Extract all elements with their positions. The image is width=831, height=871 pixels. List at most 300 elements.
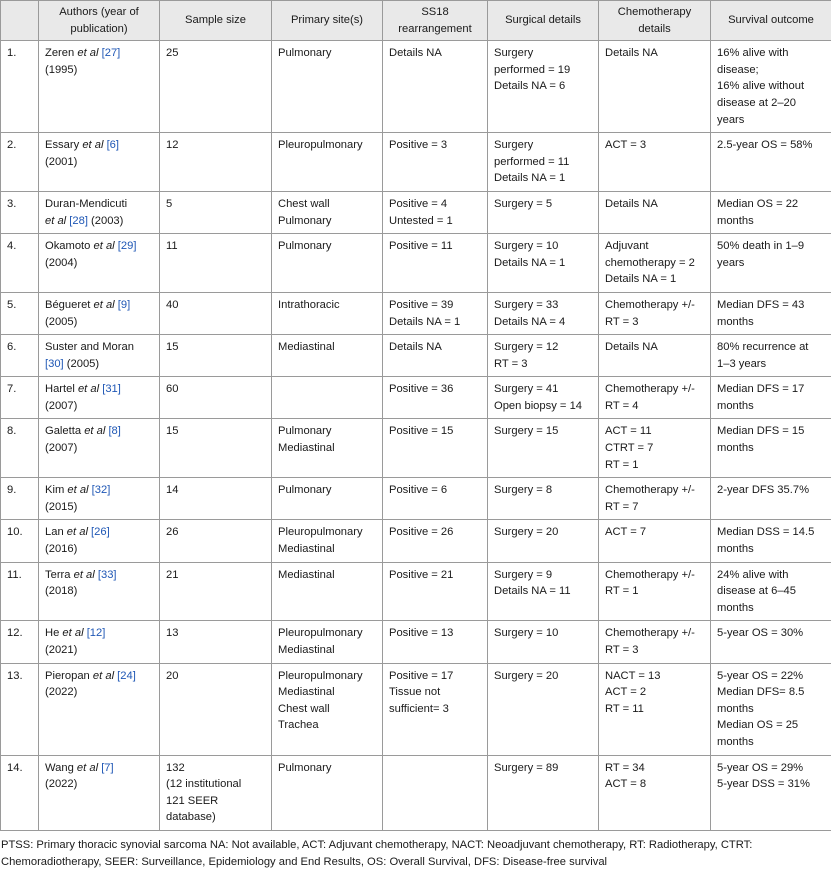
- survival-cell: [711, 478, 831, 520]
- author-line: [45, 642, 155, 659]
- author-cell: [39, 41, 160, 133]
- author-text: (2022): [45, 686, 77, 698]
- primary-site-cell: [272, 133, 383, 192]
- survival-cell: [711, 520, 831, 562]
- author-cell: [39, 419, 160, 478]
- sample-size-cell: [160, 755, 272, 830]
- surgical-cell: [488, 41, 599, 133]
- cell-line: 13: [166, 625, 267, 642]
- cell-line: Pulmonary: [278, 238, 378, 255]
- author-line: [45, 297, 155, 314]
- table-row: [1, 191, 831, 233]
- ss18-cell: [383, 621, 488, 663]
- header-ss18: SS18 rearrangement: [383, 1, 488, 41]
- cell-line: Pleuropulmonary: [278, 668, 378, 685]
- author-line: [45, 314, 155, 331]
- header-primary-site: Primary site(s): [272, 1, 383, 41]
- author-text: Galetta: [45, 425, 84, 437]
- reference-link[interactable]: [8]: [108, 425, 120, 437]
- cell-line: Mediastinal: [278, 684, 378, 701]
- sample-size-cell: [160, 133, 272, 192]
- cell-line: Surgery = 10: [494, 625, 594, 642]
- cell-line: 12: [166, 137, 267, 154]
- cell-line: 2-year DFS 35.7%: [717, 482, 827, 499]
- cell-line: years: [717, 112, 827, 129]
- reference-link[interactable]: [12]: [87, 627, 106, 639]
- cell-line: Surgery = 89: [494, 760, 594, 777]
- cell-line: ACT = 7: [605, 524, 706, 541]
- author-text: (2001): [45, 156, 77, 168]
- cell-line: Chemotherapy +/-: [605, 625, 706, 642]
- chemotherapy-cell: [599, 562, 711, 621]
- cell-line: Pulmonary: [278, 482, 378, 499]
- author-text: Essary: [45, 139, 82, 151]
- table-row: [1, 133, 831, 192]
- author-cell: [39, 133, 160, 192]
- sample-size-cell: [160, 621, 272, 663]
- table-row: [1, 520, 831, 562]
- cell-line: disease at 6–45: [717, 583, 827, 600]
- chemotherapy-cell: [599, 41, 711, 133]
- cell-line: RT = 7: [605, 499, 706, 516]
- cell-line: months: [717, 541, 827, 558]
- cell-line: Positive = 39: [389, 297, 483, 314]
- author-line: [45, 760, 155, 777]
- cell-line: Median DFS = 17: [717, 381, 827, 398]
- cell-line: Positive = 17: [389, 668, 483, 685]
- cell-line: Pulmonary: [278, 45, 378, 62]
- et-al-text: et al: [77, 47, 98, 59]
- ss18-cell: [383, 663, 488, 755]
- table-row: [1, 755, 831, 830]
- cell-line: CTRT = 7: [605, 440, 706, 457]
- cell-line: Surgery: [494, 137, 594, 154]
- cell-line: Details NA = 1: [389, 314, 483, 331]
- author-text: Duran-Mendicuti: [45, 198, 127, 210]
- surgical-cell: [488, 292, 599, 334]
- author-line: [45, 356, 155, 373]
- cell-line: RT = 3: [605, 642, 706, 659]
- table-row: [1, 234, 831, 293]
- cell-line: years: [717, 255, 827, 272]
- sample-size-cell: [160, 520, 272, 562]
- author-text: Kim: [45, 484, 67, 496]
- cell-line: RT = 34: [605, 760, 706, 777]
- sample-size-cell: [160, 478, 272, 520]
- reference-link[interactable]: [24]: [117, 670, 136, 682]
- cell-line: Chest wall: [278, 196, 378, 213]
- author-text: Lan: [45, 526, 67, 538]
- reference-link[interactable]: [29]: [118, 240, 137, 252]
- row-number-cell: 13.: [1, 663, 39, 755]
- cell-line: Positive = 21: [389, 567, 483, 584]
- cell-line: NACT = 13: [605, 668, 706, 685]
- cell-line: Details NA = 11: [494, 583, 594, 600]
- et-al-text: et al: [94, 240, 115, 252]
- cell-line: 24% alive with: [717, 567, 827, 584]
- chemotherapy-cell: [599, 335, 711, 377]
- cell-line: 121 SEER: [166, 793, 267, 810]
- cell-line: Pulmonary: [278, 423, 378, 440]
- author-cell: [39, 377, 160, 419]
- cell-line: sufficient= 3: [389, 701, 483, 718]
- reference-link[interactable]: [28]: [69, 215, 88, 227]
- author-text: (2016): [45, 543, 77, 555]
- primary-site-cell: [272, 41, 383, 133]
- reference-link[interactable]: [26]: [91, 526, 110, 538]
- chemotherapy-cell: [599, 419, 711, 478]
- cell-line: Surgery = 41: [494, 381, 594, 398]
- cell-line: Details NA = 6: [494, 78, 594, 95]
- cell-line: months: [717, 314, 827, 331]
- et-al-text: et al: [77, 762, 98, 774]
- ss18-cell: [383, 234, 488, 293]
- author-cell: [39, 562, 160, 621]
- table-row: [1, 663, 831, 755]
- et-al-text: et al: [78, 383, 99, 395]
- row-number-cell: 14.: [1, 755, 39, 830]
- cell-line: 1–3 years: [717, 356, 827, 373]
- author-line: [45, 440, 155, 457]
- cell-line: 25: [166, 45, 267, 62]
- chemotherapy-cell: [599, 191, 711, 233]
- row-number-cell: 10.: [1, 520, 39, 562]
- cell-line: RT = 1: [605, 457, 706, 474]
- reference-link[interactable]: [27]: [102, 47, 121, 59]
- chemotherapy-cell: [599, 377, 711, 419]
- cell-line: 11: [166, 238, 267, 255]
- cell-line: Details NA: [389, 45, 483, 62]
- chemotherapy-cell: [599, 663, 711, 755]
- ss18-cell: [383, 133, 488, 192]
- cell-line: ACT = 3: [605, 137, 706, 154]
- cell-line: Positive = 11: [389, 238, 483, 255]
- survival-cell: [711, 755, 831, 830]
- author-line: [45, 196, 155, 213]
- et-al-text: et al: [62, 627, 83, 639]
- cell-line: Pleuropulmonary: [278, 137, 378, 154]
- cell-line: Pleuropulmonary: [278, 524, 378, 541]
- cell-line: Trachea: [278, 717, 378, 734]
- sample-size-cell: [160, 562, 272, 621]
- cell-line: months: [717, 600, 827, 617]
- cell-line: Chemotherapy +/-: [605, 567, 706, 584]
- cell-line: ACT = 8: [605, 776, 706, 793]
- primary-site-cell: [272, 478, 383, 520]
- table-row: [1, 41, 831, 133]
- cell-line: Adjuvant: [605, 238, 706, 255]
- cell-line: Median DFS = 15: [717, 423, 827, 440]
- author-cell: [39, 621, 160, 663]
- reference-link[interactable]: [31]: [102, 383, 121, 395]
- author-cell: [39, 234, 160, 293]
- surgical-cell: [488, 520, 599, 562]
- author-text: Pieropan: [45, 670, 93, 682]
- cell-line: Pleuropulmonary: [278, 625, 378, 642]
- surgical-cell: [488, 133, 599, 192]
- cell-line: Chemotherapy +/-: [605, 482, 706, 499]
- sample-size-cell: [160, 419, 272, 478]
- cell-line: Mediastinal: [278, 541, 378, 558]
- cell-line: 80% recurrence at: [717, 339, 827, 356]
- cell-line: Details NA = 1: [494, 170, 594, 187]
- ss18-cell: [383, 478, 488, 520]
- cell-line: 2.5-year OS = 58%: [717, 137, 827, 154]
- author-line: [45, 381, 155, 398]
- survival-cell: [711, 41, 831, 133]
- surgical-cell: [488, 562, 599, 621]
- table-body: [1, 41, 831, 831]
- cell-line: Details NA = 4: [494, 314, 594, 331]
- author-text: (2003): [88, 215, 123, 227]
- cell-line: 50% death in 1–9: [717, 238, 827, 255]
- cell-line: Pulmonary: [278, 213, 378, 230]
- cell-line: Surgery = 5: [494, 196, 594, 213]
- header-survival: Survival outcome: [711, 1, 831, 41]
- et-al-text: et al: [84, 425, 105, 437]
- row-number-cell: 9.: [1, 478, 39, 520]
- primary-site-cell: [272, 191, 383, 233]
- cell-line: Positive = 4: [389, 196, 483, 213]
- author-text: (2007): [45, 442, 77, 454]
- cell-line: Median OS = 22: [717, 196, 827, 213]
- author-cell: [39, 520, 160, 562]
- surgical-cell: [488, 755, 599, 830]
- et-al-text: et al: [67, 526, 88, 538]
- sample-size-cell: [160, 191, 272, 233]
- author-text: Wang: [45, 762, 77, 774]
- cell-line: Positive = 13: [389, 625, 483, 642]
- chemotherapy-cell: [599, 234, 711, 293]
- author-cell: [39, 292, 160, 334]
- author-line: [45, 137, 155, 154]
- cell-line: months: [717, 701, 827, 718]
- cell-line: Surgery = 12: [494, 339, 594, 356]
- cell-line: Details NA = 1: [494, 255, 594, 272]
- author-line: [45, 684, 155, 701]
- primary-site-cell: [272, 234, 383, 293]
- cell-line: 15: [166, 339, 267, 356]
- row-number-cell: 11.: [1, 562, 39, 621]
- et-al-text: et al: [82, 139, 103, 151]
- chemotherapy-cell: [599, 292, 711, 334]
- author-text: He: [45, 627, 62, 639]
- author-line: [45, 45, 155, 62]
- author-line: [45, 154, 155, 171]
- surgical-cell: [488, 335, 599, 377]
- cell-line: months: [717, 398, 827, 415]
- surgical-cell: [488, 478, 599, 520]
- cell-line: ACT = 2: [605, 684, 706, 701]
- survival-cell: [711, 419, 831, 478]
- author-text: (2018): [45, 585, 77, 597]
- primary-site-cell: [272, 377, 383, 419]
- header-chemotherapy: Chemotherapy details: [599, 1, 711, 41]
- author-text: Hartel: [45, 383, 78, 395]
- author-line: [45, 567, 155, 584]
- cell-line: RT = 3: [494, 356, 594, 373]
- author-line: [45, 62, 155, 79]
- author-cell: [39, 191, 160, 233]
- sample-size-cell: [160, 292, 272, 334]
- primary-site-cell: [272, 562, 383, 621]
- header-row: [1, 1, 831, 41]
- table-row: [1, 562, 831, 621]
- author-line: [45, 625, 155, 642]
- cell-line: Chest wall: [278, 701, 378, 718]
- author-line: [45, 238, 155, 255]
- cell-line: Surgery = 8: [494, 482, 594, 499]
- reference-link[interactable]: [33]: [98, 569, 117, 581]
- author-line: [45, 255, 155, 272]
- survival-cell: [711, 335, 831, 377]
- et-al-text: et al: [74, 569, 95, 581]
- author-text: (1995): [45, 64, 77, 76]
- sample-size-cell: [160, 234, 272, 293]
- primary-site-cell: [272, 663, 383, 755]
- reference-link[interactable]: [32]: [92, 484, 111, 496]
- author-line: [45, 524, 155, 541]
- author-line: [45, 541, 155, 558]
- reference-link[interactable]: [6]: [107, 139, 119, 151]
- author-line: [45, 339, 155, 356]
- cell-line: RT = 11: [605, 701, 706, 718]
- cell-line: ACT = 11: [605, 423, 706, 440]
- surgical-cell: [488, 191, 599, 233]
- cell-line: Median OS = 25: [717, 717, 827, 734]
- cell-line: performed = 19: [494, 62, 594, 79]
- cell-line: 14: [166, 482, 267, 499]
- primary-site-cell: [272, 292, 383, 334]
- reference-link[interactable]: [9]: [118, 299, 130, 311]
- author-cell: [39, 755, 160, 830]
- cell-line: Surgery = 9: [494, 567, 594, 584]
- cell-line: Mediastinal: [278, 339, 378, 356]
- et-al-text: et al: [94, 299, 115, 311]
- sample-size-cell: [160, 41, 272, 133]
- cell-line: disease at 2–20: [717, 95, 827, 112]
- author-line: [45, 213, 155, 230]
- table-row: [1, 621, 831, 663]
- cell-line: 5-year OS = 29%: [717, 760, 827, 777]
- primary-site-cell: [272, 755, 383, 830]
- table-row: [1, 419, 831, 478]
- survival-cell: [711, 191, 831, 233]
- author-cell: [39, 335, 160, 377]
- chemotherapy-cell: [599, 133, 711, 192]
- ss18-cell: [383, 377, 488, 419]
- cell-line: 20: [166, 668, 267, 685]
- ss18-cell: [383, 292, 488, 334]
- survival-cell: [711, 562, 831, 621]
- surgical-cell: [488, 621, 599, 663]
- cell-line: 132: [166, 760, 267, 777]
- table-row: [1, 292, 831, 334]
- chemotherapy-cell: [599, 621, 711, 663]
- author-text: Terra: [45, 569, 74, 581]
- author-text: Bégueret: [45, 299, 94, 311]
- cell-line: Details NA: [605, 339, 706, 356]
- author-line: [45, 398, 155, 415]
- row-number-cell: 4.: [1, 234, 39, 293]
- cell-line: Surgery = 20: [494, 668, 594, 685]
- chemotherapy-cell: [599, 520, 711, 562]
- cell-line: 16% alive with: [717, 45, 827, 62]
- cell-line: Positive = 36: [389, 381, 483, 398]
- cell-line: months: [717, 440, 827, 457]
- surgical-cell: [488, 419, 599, 478]
- footnote-line: Chemoradiotherapy, SEER: Surveillance, Epidemiology and End Results, OS: Overall Survival, DFS: Disease-free survival: [1, 854, 831, 871]
- et-al-text: et al: [67, 484, 88, 496]
- cell-line: database): [166, 809, 267, 826]
- row-number-cell: 8.: [1, 419, 39, 478]
- reference-link[interactable]: [30]: [45, 358, 64, 370]
- header-number: [1, 1, 39, 41]
- author-text: (2015): [45, 501, 77, 513]
- ss18-cell: [383, 191, 488, 233]
- table-footnote: [0, 831, 831, 871]
- author-text: (2007): [45, 400, 77, 412]
- row-number-cell: 5.: [1, 292, 39, 334]
- survival-cell: [711, 234, 831, 293]
- ss18-cell: [383, 520, 488, 562]
- author-line: [45, 499, 155, 516]
- ss18-cell: [383, 335, 488, 377]
- cell-line: Surgery = 15: [494, 423, 594, 440]
- cell-line: Surgery = 10: [494, 238, 594, 255]
- ss18-cell: [383, 419, 488, 478]
- cell-line: 26: [166, 524, 267, 541]
- cell-line: Surgery = 20: [494, 524, 594, 541]
- cell-line: Untested = 1: [389, 213, 483, 230]
- author-line: [45, 482, 155, 499]
- primary-site-cell: [272, 419, 383, 478]
- author-text: (2005): [64, 358, 99, 370]
- row-number-cell: 2.: [1, 133, 39, 192]
- sample-size-cell: [160, 663, 272, 755]
- cell-line: performed = 11: [494, 154, 594, 171]
- author-cell: [39, 663, 160, 755]
- cell-line: Details NA: [605, 45, 706, 62]
- cell-line: RT = 3: [605, 314, 706, 331]
- cell-line: 5-year OS = 30%: [717, 625, 827, 642]
- survival-cell: [711, 663, 831, 755]
- survival-cell: [711, 133, 831, 192]
- cell-line: 5-year DSS = 31%: [717, 776, 827, 793]
- surgical-cell: [488, 377, 599, 419]
- cell-line: 5-year OS = 22%: [717, 668, 827, 685]
- cell-line: Median DSS = 14.5: [717, 524, 827, 541]
- author-text: (2021): [45, 644, 77, 656]
- cell-line: Pulmonary: [278, 760, 378, 777]
- cell-line: Details NA: [389, 339, 483, 356]
- table-row: [1, 377, 831, 419]
- author-text: (2022): [45, 778, 77, 790]
- cell-line: 16% alive without: [717, 78, 827, 95]
- survival-cell: [711, 292, 831, 334]
- row-number-cell: 7.: [1, 377, 39, 419]
- cell-line: 21: [166, 567, 267, 584]
- row-number-cell: 1.: [1, 41, 39, 133]
- cell-line: Positive = 6: [389, 482, 483, 499]
- footnote-line: PTSS: Primary thoracic synovial sarcoma NA: Not available, ACT: Adjuvant chemotherapy, NACT: Neoadjuvant chemotherapy, RT: Radiotherapy, CTRT:: [1, 837, 831, 854]
- cell-line: chemotherapy = 2: [605, 255, 706, 272]
- cell-line: Median DFS= 8.5: [717, 684, 827, 701]
- reference-link[interactable]: [7]: [101, 762, 113, 774]
- cell-line: (12 institutional: [166, 776, 267, 793]
- ss18-cell: [383, 41, 488, 133]
- author-line: [45, 668, 155, 685]
